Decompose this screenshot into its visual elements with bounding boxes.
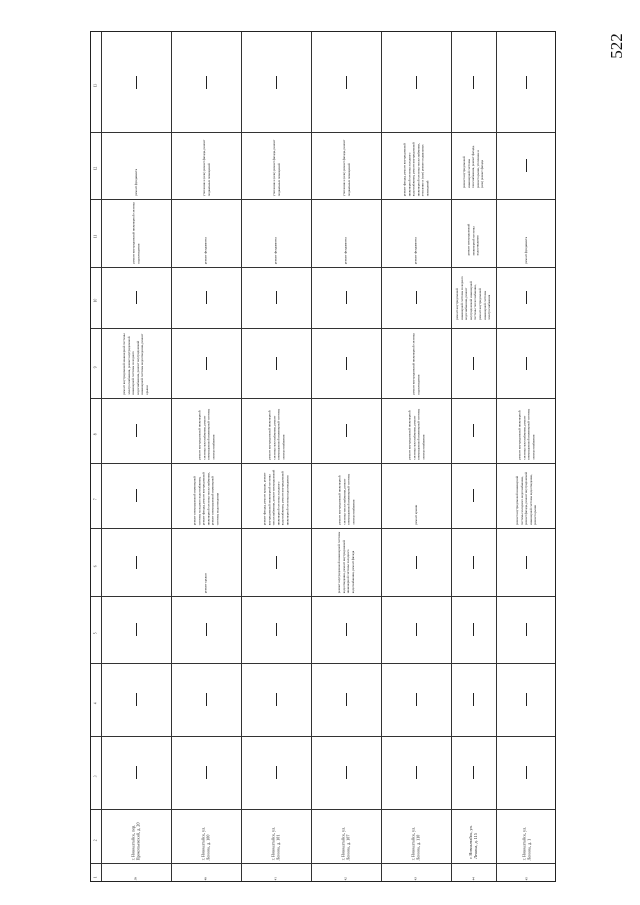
table-cell: [496, 528, 557, 596]
table-cell: [311, 328, 381, 398]
cell-text: 44: [471, 876, 476, 880]
table-cell: [171, 267, 241, 328]
table-cell: [241, 663, 311, 736]
cell-text: 12: [93, 166, 98, 171]
empty-dash: [526, 357, 527, 370]
header-number: [91, 328, 101, 398]
table-cell: [496, 596, 557, 663]
table-cell: [451, 398, 496, 463]
table-cell: [451, 32, 496, 132]
table-cell: [451, 663, 496, 736]
empty-dash: [276, 357, 277, 370]
cell-text: 13: [93, 83, 98, 87]
empty-dash: [276, 76, 277, 89]
empty-dash: [416, 556, 417, 569]
cell-text: ремонт внутридомовой инженерной системы газоснабжения, ремонт внутридомовой инженерной системы электроснабжения: [517, 409, 536, 460]
cell-text: г. Новоалтайск, ул. Ленина, д. 100: [200, 826, 211, 860]
table-cell: [101, 596, 171, 663]
empty-dash: [136, 291, 137, 304]
empty-dash: [416, 693, 417, 706]
table-cell: [311, 267, 381, 328]
table-cell: [241, 528, 311, 596]
table-cell: [241, 132, 311, 199]
table-cell: [496, 463, 557, 528]
cell-text: ремонт внутридомовой инженерной системы водоотведения, ремонт внутридомовой инженерной системы холодного водоснабжения, ремонт фасада: [336, 531, 355, 593]
table-cell: [451, 132, 496, 199]
table-cell: [101, 199, 171, 267]
cell-text: ремонт фундамента: [133, 169, 138, 196]
table-cell: [101, 528, 171, 596]
table-cell: [381, 736, 451, 809]
table-cell: [381, 528, 451, 596]
table-cell: [311, 596, 381, 663]
table-cell: [311, 132, 381, 199]
header-number: [91, 267, 101, 328]
cell-text: утепление и (или) ремонт фасада, ремонт подвальных помещений: [341, 139, 350, 196]
empty-dash: [473, 357, 474, 370]
header-number: [91, 863, 101, 883]
cell-text: ремонт внутридомовой инженерной системы водоотведения: [466, 223, 480, 256]
row-number: [496, 863, 557, 883]
table-cell: [496, 32, 557, 132]
row-address: [171, 809, 241, 863]
row-number: [381, 863, 451, 883]
empty-dash: [526, 766, 527, 779]
empty-dash: [526, 291, 527, 304]
empty-dash: [473, 766, 474, 779]
empty-dash: [346, 424, 347, 437]
empty-dash: [416, 766, 417, 779]
table-cell: [171, 328, 241, 398]
cell-text: 39: [133, 876, 138, 880]
table-cell: [381, 398, 451, 463]
table-cell: [311, 463, 381, 528]
table-cell: [101, 32, 171, 132]
row-number: [451, 863, 496, 883]
table-cell: [496, 328, 557, 398]
header-number: [91, 132, 101, 199]
header-number: [91, 663, 101, 736]
empty-dash: [473, 424, 474, 437]
cell-text: г. Новоалтайск, ул. Ленина, д. 115: [468, 825, 479, 859]
empty-dash: [346, 291, 347, 304]
cell-text: 2: [93, 839, 98, 841]
cell-text: г. Новоалтайск, ул. Ленина, д. 110: [410, 826, 421, 860]
empty-dash: [136, 556, 137, 569]
empty-dash: [206, 623, 207, 636]
table-cell: [241, 596, 311, 663]
table-cell: [171, 736, 241, 809]
cell-text: ремонт фундамента: [413, 237, 418, 264]
table-cell: [101, 463, 171, 528]
table-cell: [241, 199, 311, 267]
empty-dash: [346, 623, 347, 636]
table-cell: [451, 199, 496, 267]
table-cell: [311, 736, 381, 809]
cell-text: 4: [93, 702, 98, 705]
cell-text: 41: [273, 876, 278, 880]
cell-text: 45: [524, 876, 529, 880]
cell-text: ремонт внутридомовой инженерной системы холодного водоснабжения, ремонт фасада, ремонт внутридомовой инженерной системы водоотведения, ремонт крыши: [515, 471, 538, 525]
table-cell: [171, 32, 241, 132]
header-number: [91, 463, 101, 528]
table-cell: [311, 398, 381, 463]
empty-dash: [473, 556, 474, 569]
table-cell: [451, 328, 496, 398]
table-cell: [451, 736, 496, 809]
table-cell: [171, 663, 241, 736]
empty-dash: [276, 623, 277, 636]
cell-text: ремонт крыши: [413, 505, 418, 525]
empty-dash: [473, 489, 474, 502]
table-cell: [381, 596, 451, 663]
table-cell: [381, 132, 451, 199]
cell-text: ремонт внутридомовой инженерной системы холодного водоснабжения, ремонт фасада, ремонт внутридомовой инженерной системы теплоснабжения, ремонт внутридомовой инженерной системы водоотведения: [192, 471, 220, 525]
cell-text: 8: [93, 433, 98, 436]
table-cell: [101, 398, 171, 463]
row-number: [171, 863, 241, 883]
table-cell: [496, 398, 557, 463]
table-cell: [451, 267, 496, 328]
empty-dash: [416, 291, 417, 304]
table-cell: [496, 132, 557, 199]
page-number: 522: [607, 33, 626, 59]
table-cell: [101, 736, 171, 809]
empty-dash: [526, 623, 527, 636]
row-address: [381, 809, 451, 863]
empty-dash: [276, 556, 277, 569]
table-cell: [311, 199, 381, 267]
cell-text: г. Новоалтайск, пер. Прокопьевский, д. 20: [130, 822, 141, 860]
table-cell: [171, 398, 241, 463]
cell-text: 43: [413, 876, 418, 880]
header-number: [91, 596, 101, 663]
row-address: [101, 809, 171, 863]
table-cell: [311, 663, 381, 736]
header-number: [91, 528, 101, 596]
table-cell: [381, 328, 451, 398]
empty-dash: [346, 357, 347, 370]
cell-text: 42: [343, 876, 348, 880]
empty-dash: [136, 693, 137, 706]
table-cell: [381, 267, 451, 328]
header-number: [91, 398, 101, 463]
cell-text: 1: [93, 876, 98, 878]
row-number: [101, 863, 171, 883]
empty-dash: [526, 76, 527, 89]
cell-text: ремонт внутридомовой инженерной системы газоснабжения, ремонт внутридомовой инженерной системы электроснабжения: [406, 409, 425, 460]
empty-dash: [346, 693, 347, 706]
empty-dash: [473, 623, 474, 636]
row-number: [311, 863, 381, 883]
cell-text: ремонт фундамента: [273, 237, 278, 264]
table-cell: [171, 199, 241, 267]
table-cell: [171, 596, 241, 663]
empty-dash: [526, 159, 527, 172]
empty-dash: [416, 76, 417, 89]
table-cell: [171, 528, 241, 596]
row-address: [496, 809, 557, 863]
table-cell: [241, 398, 311, 463]
empty-dash: [206, 693, 207, 706]
table-cell: [496, 267, 557, 328]
empty-dash: [206, 766, 207, 779]
empty-dash: [136, 76, 137, 89]
empty-dash: [416, 623, 417, 636]
cell-text: ремонт внутридомовой инженерной системы теплоснабжения, ремонт внутридомовой инженерной системы электроснабжения: [336, 474, 355, 525]
table-cell: [241, 463, 311, 528]
header-number: [91, 809, 101, 863]
row-address: [311, 809, 381, 863]
table-cell: [451, 528, 496, 596]
table-cell: [496, 736, 557, 809]
cell-text: утепление и (или) ремонт фасада, ремонт подвальных помещений: [201, 139, 210, 196]
table-cell: [381, 663, 451, 736]
table-cell: [101, 663, 171, 736]
cell-text: 40: [203, 876, 208, 880]
table-cell: [171, 463, 241, 528]
table-cell: [241, 32, 311, 132]
empty-dash: [276, 766, 277, 779]
table-cell: [381, 199, 451, 267]
header-number: [91, 199, 101, 267]
table-cell: [451, 596, 496, 663]
table-cell: [241, 328, 311, 398]
row-address: [451, 809, 496, 863]
cell-text: ремонт внутридомовой инженерной системы холодного водоснабжения, ремонт внутридомовой инженерной системы теплоснабжения, ремонт внутридомовой инженерной системы электроснабжения: [455, 276, 492, 320]
cell-text: ремонт фундамента: [343, 237, 348, 264]
cell-text: г. Новоалтайск, ул. Ленина, д. 101: [270, 826, 281, 860]
empty-dash: [276, 291, 277, 304]
cell-text: 7: [93, 498, 98, 501]
capital-repair-table: [90, 31, 556, 882]
empty-dash: [136, 766, 137, 779]
cell-text: ремонт внутридомовой инженерной системы водоотведения: [131, 202, 140, 264]
cell-text: г. Новоалтайск, ул. Ленина, д. 1: [521, 826, 532, 860]
empty-dash: [526, 693, 527, 706]
empty-dash: [206, 76, 207, 89]
table-cell: [496, 199, 557, 267]
table-cell: [101, 132, 171, 199]
header-number: [91, 32, 101, 132]
table-cell: [311, 32, 381, 132]
table-cell: [101, 267, 171, 328]
header-number: [91, 736, 101, 809]
empty-dash: [136, 623, 137, 636]
empty-dash: [526, 556, 527, 569]
empty-dash: [473, 693, 474, 706]
row-number: [241, 863, 311, 883]
cell-text: 6: [93, 565, 98, 567]
cell-text: ремонт внутридомовой инженерной системы электроснабжения, ремонт внутридомовой инженерной системы холодного водоснабжения, ремонт внутридомовой инженерной системы водоотведения, ремонт крыши: [122, 333, 150, 395]
empty-dash: [136, 424, 137, 437]
cell-text: ремонт фасада, ремонт внутридомовой инженерной системы холодного водоснабжения, ремонт внутридомовой инженерной системы теплоснабжения, утепление и (или) ремонт подвальных помещений: [402, 141, 430, 196]
cell-text: ремонт внутридомовой инженерной системы водоотведения: [411, 333, 420, 395]
cell-text: ремонт внутридомовой инженерной системы газоснабжения, ремонт внутридомовой инженерной системы электроснабжения: [196, 409, 215, 460]
table-cell: [496, 663, 557, 736]
cell-text: ремонт внутридомовой инженерной системы газоснабжения, ремонт внутридомовой инженерной системы электроснабжения: [266, 409, 285, 460]
empty-dash: [346, 76, 347, 89]
empty-dash: [473, 76, 474, 89]
table-cell: [241, 267, 311, 328]
cell-text: г. Новоалтайск, ул. Ленина, д. 107: [340, 826, 351, 860]
cell-text: ремонт крыши: [203, 573, 208, 593]
cell-text: ремонт фундамента: [203, 237, 208, 264]
empty-dash: [346, 766, 347, 779]
table-cell: [311, 528, 381, 596]
cell-text: утепление и (или) ремонт фасада, ремонт подвальных помещений: [271, 139, 280, 196]
cell-text: 10: [93, 298, 98, 303]
empty-dash: [206, 357, 207, 370]
row-address: [241, 809, 311, 863]
cell-text: 9: [93, 366, 98, 368]
empty-dash: [206, 291, 207, 304]
table-cell: [381, 463, 451, 528]
table-cell: [381, 32, 451, 132]
table-cell: [241, 736, 311, 809]
empty-dash: [276, 693, 277, 706]
cell-text: ремонт фундамента: [524, 236, 529, 264]
cell-text: ремонт фасада, ремонт крыши, ремонт внутридомовой инженерной системы теплоснабжения, ремонт внутридомовой инженерной системы холодного водоснабжения, ремонт внутридомовой инженерной системы водоотведения: [262, 469, 290, 525]
empty-dash: [136, 489, 137, 502]
table-cell: [171, 132, 241, 199]
cell-text: 5: [93, 632, 98, 635]
table-cell: [101, 328, 171, 398]
cell-text: 3: [93, 775, 98, 778]
cell-text: 11: [93, 234, 98, 238]
table-cell: [451, 463, 496, 528]
cell-text: ремонт внутридомовой инженерной системы газоснабжения, ремонт фасада, ремонт крыши, утепление и (или) ремонт фасада: [462, 145, 485, 188]
